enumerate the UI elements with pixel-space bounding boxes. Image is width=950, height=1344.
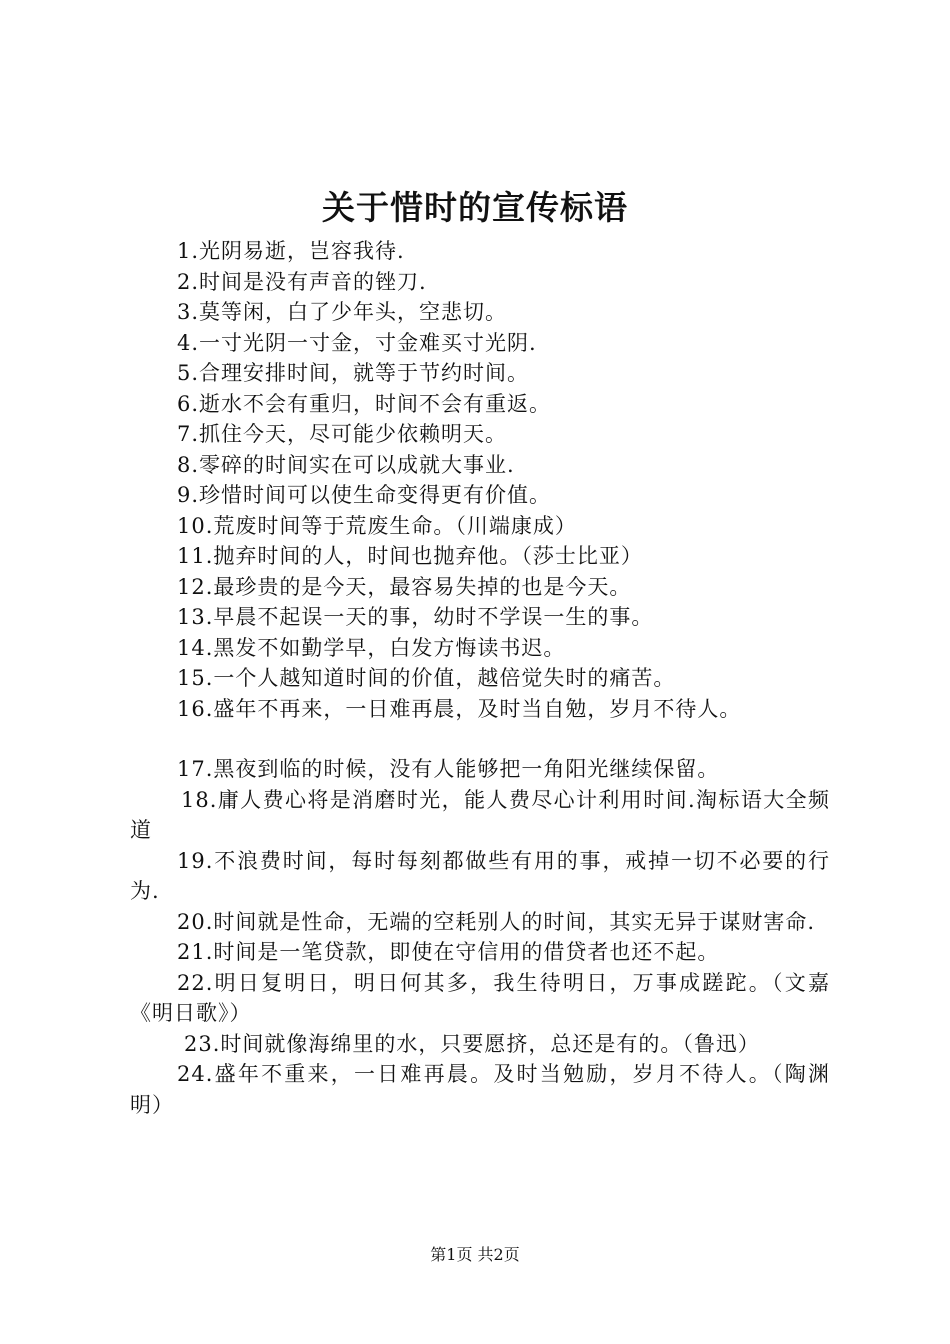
slogan-item-12: 12.最珍贵的是今天，最容易失掉的也是今天。 — [177, 574, 632, 599]
slogan-item-10: 10.荒废时间等于荒废生命。（川端康成） — [177, 513, 577, 538]
document-title: 关于惜时的宣传标语 — [322, 188, 628, 227]
slogan-item-2: 2.时间是没有声音的锉刀. — [177, 269, 427, 294]
page-footer: 第1页 共2页 — [430, 1245, 520, 1264]
slogan-item-14: 14.黑发不如勤学早，白发方悔读书迟。 — [177, 635, 566, 660]
document-body — [130, 236, 830, 1120]
slogan-item-13: 13.早晨不起误一天的事，幼时不学误一生的事。 — [177, 605, 654, 629]
blank-line — [130, 724, 830, 754]
slogan-item-23: 23.时间就像海绵里的水，只要愿挤，总还是有的。（鲁迅） — [184, 1031, 760, 1056]
slogan-item-7: 7.抓住今天，尽可能少依赖明天。 — [177, 422, 508, 446]
slogan-item-16: 16.盛年不再来，一日难再晨，及时当自勉，岁月不待人。 — [177, 696, 742, 721]
slogan-item-5: 5.合理安排时间，就等于节约时间。 — [177, 361, 530, 385]
slogan-item-17: 17.黑夜到临的时候，没有人能够把一角阳光继续保留。 — [177, 757, 720, 781]
slogan-item-3: 3.莫等闲，白了少年头，空悲切。 — [177, 300, 508, 324]
slogan-item-22: 22.明日复明日，明日何其多，我生待明日，万事成蹉跎。（文嘉《明日歌》） — [130, 970, 830, 1025]
slogan-item-20: 20.时间就是性命，无端的空耗别人的时间，其实无异于谋财害命. — [177, 909, 816, 934]
slogan-item-1: 1.光阴易逝，岂容我待. — [177, 239, 405, 263]
slogan-item-8: 8.零碎的时间实在可以成就大事业. — [177, 452, 515, 477]
slogan-item-4: 4.一寸光阴一寸金，寸金难买寸光阴. — [177, 330, 537, 355]
slogan-item-6: 6.逝水不会有重归，时间不会有重返。 — [177, 391, 552, 416]
slogan-item-9: 9.珍惜时间可以使生命变得更有价值。 — [177, 483, 552, 507]
slogan-item-19: 19.不浪费时间，每时每刻都做些有用的事，戒掉一切不必要的行为. — [130, 848, 830, 903]
slogan-item-18: 18.庸人费心将是消磨时光，能人费尽心计利用时间.淘标语大全频道 — [130, 787, 830, 842]
slogan-item-15: 15.一个人越知道时间的价值，越倍觉失时的痛苦。 — [177, 666, 676, 690]
slogan-item-21: 21.时间是一笔贷款，即使在守信用的借贷者也还不起。 — [177, 940, 720, 964]
slogan-item-24: 24.盛年不重来，一日难再晨。及时当勉励，岁月不待人。（陶渊明） — [130, 1062, 830, 1117]
slogan-item-11: 11.抛弃时间的人，时间也抛弃他。（莎士比亚） — [177, 544, 643, 568]
